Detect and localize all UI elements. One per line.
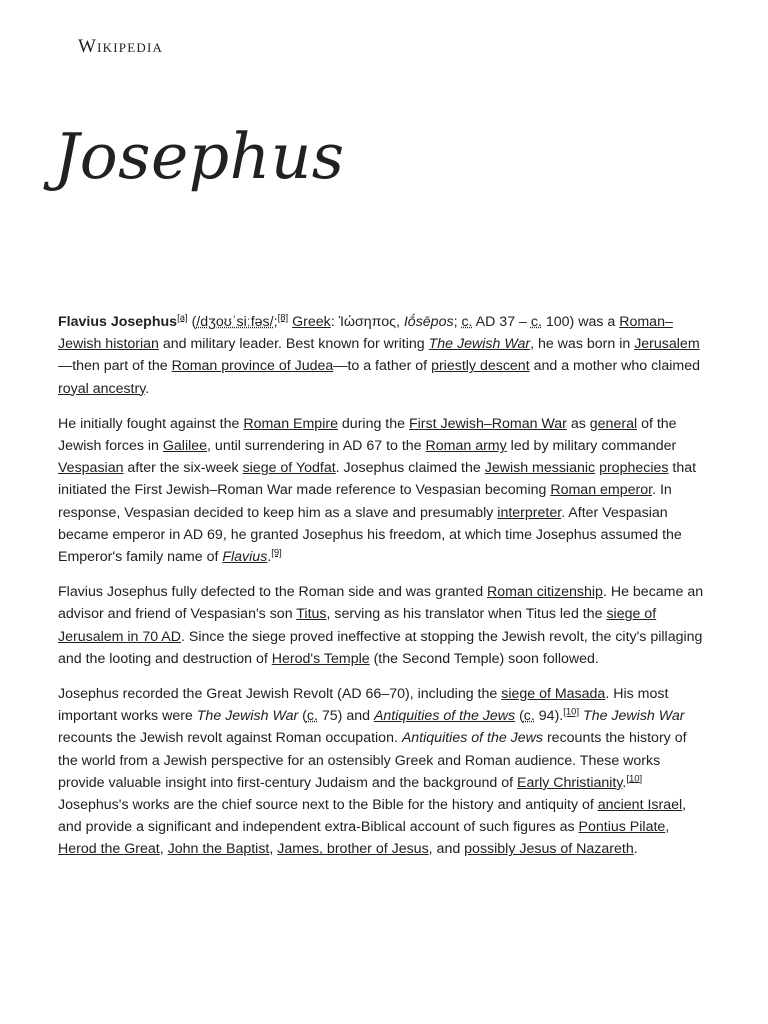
link-interpreter[interactable]: interpreter <box>497 504 562 521</box>
text-run: , <box>665 819 670 836</box>
text-run: ( <box>298 708 307 725</box>
italic-text: Flavius <box>222 549 268 566</box>
link-jewish-messianic[interactable]: Jewish messianic <box>484 460 596 477</box>
page-title: Josephus <box>54 120 345 193</box>
text-run: as <box>566 415 590 432</box>
italic-text: Iṓsēpos <box>403 314 454 330</box>
article-body <box>58 311 710 874</box>
text-run: . Josephus claimed the <box>335 460 485 477</box>
link-herods-temple[interactable]: Herod's Temple <box>271 650 370 667</box>
abbr-circa[interactable]: c. <box>530 314 542 330</box>
text-run: ; <box>273 314 278 330</box>
paragraph-3 <box>58 581 710 670</box>
text-run: ( <box>187 314 197 330</box>
text-run: ; <box>453 314 462 330</box>
link-siege-of-jerusalem[interactable]: siege of Jerusalem in 70 AD <box>58 606 657 645</box>
text-run: 75) and <box>317 708 374 725</box>
text-run: . <box>267 549 272 566</box>
abbr-circa[interactable]: c. <box>523 708 535 725</box>
link-general[interactable]: general <box>589 415 638 432</box>
text-run: , <box>159 841 168 858</box>
link-roman-emperor[interactable]: Roman emperor <box>550 482 653 499</box>
text-run: after the six-week <box>123 460 243 477</box>
footnote-a[interactable] <box>177 312 188 323</box>
link-titus[interactable]: Titus <box>296 606 327 623</box>
link-early-christianity[interactable]: Early Christianity <box>517 774 623 791</box>
text-run: 100) was a <box>541 314 620 330</box>
link-siege-of-masada[interactable]: siege of Masada <box>501 686 606 703</box>
footnote-link[interactable]: [9] <box>271 547 282 559</box>
footnote-10[interactable] <box>626 773 642 784</box>
link-roman-army[interactable]: Roman army <box>425 438 507 455</box>
text-run: during the <box>337 415 409 432</box>
text-run: —then part of the <box>58 358 172 375</box>
footnote-link[interactable]: [10] <box>563 706 580 718</box>
footnote-link[interactable]: [8] <box>277 312 289 324</box>
link-john-the-baptist[interactable]: John the Baptist <box>167 841 270 858</box>
text-run: and military leader. Best known for writing <box>158 336 429 353</box>
link-siege-of-yodfat[interactable]: siege of Yodfat <box>242 460 336 477</box>
link-royal-ancestry[interactable]: royal ancestry <box>58 380 146 397</box>
text-run: Josephus recorded the Great Jewish Revolt (AD 66–70), including the <box>58 686 502 703</box>
text-run: that initiated the First Jewish–Roman War made reference to Vespasian becoming <box>58 460 697 499</box>
text-run: . He became an advisor and friend of Vespasian's son <box>58 584 704 623</box>
subject-name: Flavius Josephus <box>58 314 178 330</box>
link-jerusalem[interactable]: Jerusalem <box>634 336 700 353</box>
text-run: AD 37 – <box>472 314 531 330</box>
link-antiquities-of-the-jews[interactable] <box>374 708 515 724</box>
text-run: . In response, Vespasian decided to keep him as a slave and presumably <box>58 482 672 521</box>
link-prophecies[interactable]: prophecies <box>599 460 669 477</box>
footnote-10[interactable] <box>563 707 579 718</box>
footnote-link[interactable]: [a] <box>177 312 188 324</box>
link-roman-jewish-historian[interactable]: Roman–Jewish historian <box>58 314 673 353</box>
link-herod-the-great[interactable]: Herod the Great <box>58 841 160 858</box>
italic-text: Antiquities of the Jews <box>401 730 544 747</box>
footnote-link[interactable]: [10] <box>626 773 643 785</box>
text-run: . After Vespasian became emperor in AD 69, he granted Josephus his freedom, at which time Josephus assumed the Emperor's family name of <box>58 504 682 566</box>
wikipedia-logo[interactable]: Wikipedia <box>78 36 164 57</box>
footnote-9[interactable] <box>271 547 282 558</box>
text-run: led by military commander <box>506 438 677 455</box>
italic-text: The Jewish War <box>196 708 299 725</box>
text-run: Josephus's works are the chief source next to the Bible for the history and antiquity of <box>58 797 598 814</box>
text-run: recounts the history of the world from a Jewish perspective for an ostensibly Greek and Roman audience. These works provide valuable insight into first-century Judaism and the background of <box>58 730 687 791</box>
link-roman-empire[interactable]: Roman Empire <box>243 415 338 432</box>
link-greek[interactable]: Greek <box>292 314 331 330</box>
text-run: —to a father of <box>333 358 432 375</box>
pronunciation-link[interactable]: /dʒoʊˈsiːfəs/ <box>196 314 274 330</box>
text-run: . <box>145 380 150 397</box>
text-run: , <box>269 841 278 858</box>
text-run: . <box>633 841 638 858</box>
text-run: , until surrendering in AD 67 to the <box>207 438 426 455</box>
text-run: : Ἰώσηπος, <box>330 314 404 330</box>
text-run: of the Jewish forces in <box>58 415 677 455</box>
text-run: (the Second Temple) soon followed. <box>369 650 599 667</box>
abbr-circa[interactable]: c. <box>306 708 318 725</box>
text-run: . Since the siege proved ineffective at stopping the Jewish revolt, the city's pillaging and the looting and destruction of <box>58 628 703 667</box>
text-run: . His most important works were <box>58 686 669 725</box>
link-jesus-of-nazareth[interactable]: possibly Jesus of Nazareth <box>464 841 634 858</box>
text-run: and a mother who claimed <box>529 358 700 375</box>
link-roman-citizenship[interactable]: Roman citizenship <box>487 584 603 601</box>
link-james-brother-of-jesus[interactable]: James, brother of Jesus <box>277 841 429 858</box>
paragraph-1 <box>58 311 710 400</box>
link-ancient-israel[interactable]: ancient Israel <box>597 797 683 814</box>
text-run: , serving as his translator when Titus led the <box>326 606 607 623</box>
text-run: He initially fought against the <box>58 415 244 432</box>
text-run: , he was born in <box>530 336 635 353</box>
link-flavius[interactable] <box>222 549 267 565</box>
footnote-8[interactable] <box>278 312 289 323</box>
italic-text: Antiquities of the Jews <box>373 708 516 725</box>
link-roman-province-judea[interactable]: Roman province of Judea <box>171 358 334 375</box>
italic-text: The Jewish War <box>583 708 685 725</box>
text-run: recounts the Jewish revolt against Roman occupation. <box>58 730 402 747</box>
abbr-circa[interactable]: c. <box>461 314 473 330</box>
link-vespasian[interactable]: Vespasian <box>58 460 124 477</box>
text-run: 94). <box>534 708 564 725</box>
paragraph-2 <box>58 413 710 568</box>
link-the-jewish-war[interactable] <box>429 336 530 352</box>
link-priestly-descent[interactable]: priestly descent <box>431 358 530 375</box>
link-pontius-pilate[interactable]: Pontius Pilate <box>578 819 666 836</box>
text-run: , and <box>428 841 465 858</box>
italic-text: The Jewish War <box>428 336 531 353</box>
paragraph-4 <box>58 683 710 861</box>
text-run: , and provide a significant and independent extra-Biblical account of such figures as <box>58 797 687 836</box>
text-run: ( <box>515 708 524 725</box>
text-run: . <box>622 774 627 791</box>
link-first-jewish-roman-war[interactable]: First Jewish–Roman War <box>408 415 567 432</box>
text-run: Flavius Josephus fully defected to the Roman side and was granted <box>58 584 488 601</box>
link-galilee[interactable]: Galilee <box>162 438 208 455</box>
